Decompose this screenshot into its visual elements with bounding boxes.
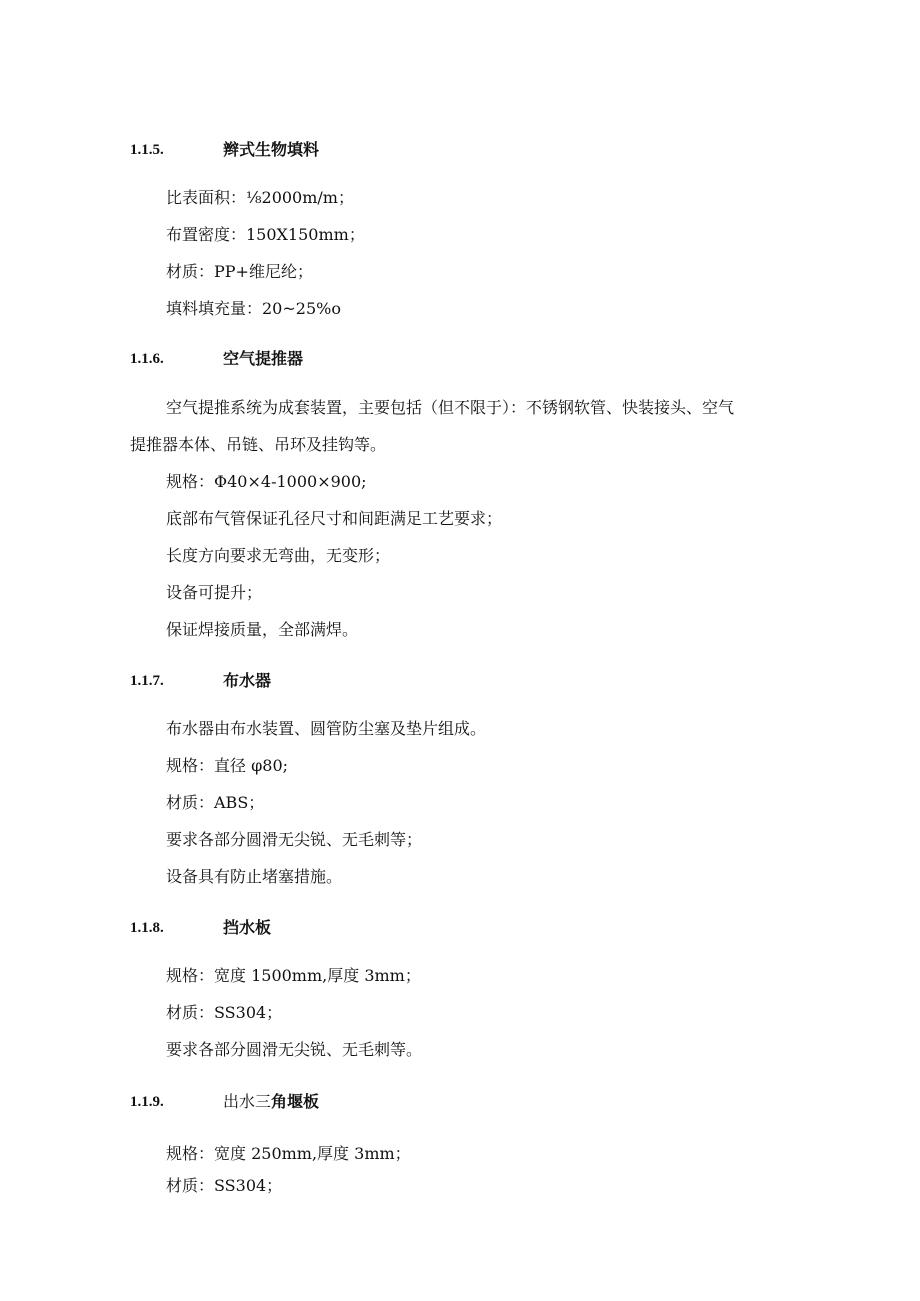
section-number: 1.1.7. [130, 673, 164, 689]
section-title: 布水器 [223, 671, 272, 690]
body-line: 材质：SS304； [166, 1003, 283, 1022]
section-number: 1.1.5. [130, 142, 164, 158]
body-line: 规格：宽度 250mm,厚度 3mm； [166, 1144, 411, 1163]
section-title-plain: 出水三 [223, 1092, 272, 1111]
body-line: 设备具有防止堵塞措施。 [166, 867, 343, 886]
body-line: 填料填充量：20~25%o [166, 299, 341, 318]
section-number: 1.1.8. [130, 920, 164, 936]
body-line: 规格：直径 φ80; [166, 756, 289, 775]
body-line: 设备可提升； [166, 583, 263, 602]
section-number: 1.1.6. [130, 351, 164, 367]
body-line: 保证焊接质量，全部满焊。 [166, 620, 359, 639]
section-number: 1.1.9. [130, 1094, 164, 1110]
body-line: 材质：SS304； [166, 1176, 283, 1195]
section-title: 空气提推器 [223, 349, 304, 368]
body-line: 要求各部分圆滑无尖锐、无毛刺等； [166, 830, 423, 849]
paragraph-line: 提推器本体、吊链、吊环及挂钩等。 [130, 435, 387, 454]
section-title [223, 1092, 319, 1112]
body-line: 规格：宽度 1500mm,厚度 3mm； [166, 966, 421, 985]
body-line: 比表面积：⅛2000m/m； [166, 188, 354, 207]
body-line: 底部布气管保证孔径尺寸和间距满足工艺要求； [166, 509, 503, 528]
body-line: 长度方向要求无弯曲，无变形； [166, 546, 391, 565]
body-line: 材质：ABS； [166, 793, 265, 812]
body-line: 布水器由布水装置、圆管防尘塞及垫片组成。 [166, 719, 487, 738]
paragraph-line: 空气提推系统为成套装置，主要包括（但不限于）：不锈钢软管、快装接头、空气 [166, 398, 735, 417]
section-title: 挡水板 [223, 918, 272, 937]
body-line: 布置密度：150X150mm； [166, 225, 365, 244]
section-title-bold: 角堰板 [271, 1092, 320, 1111]
body-line: 要求各部分圆滑无尖锐、无毛刺等。 [166, 1040, 423, 1059]
body-line: 材质：PP+维尼纶； [166, 262, 313, 281]
body-line: 规格：Φ40×4-1000×900; [166, 472, 367, 491]
section-title: 辫式生物填料 [223, 140, 320, 159]
